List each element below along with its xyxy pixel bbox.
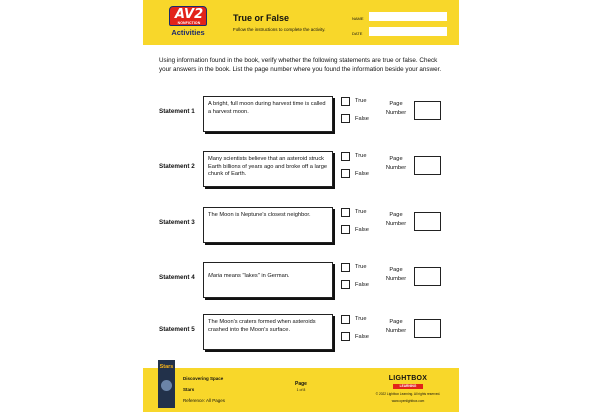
logo-subtext: NONFICTION [177,21,201,25]
book-reference: Reference: All Pages [183,398,226,403]
page-number-field[interactable] [414,156,441,175]
false-label: False [355,171,369,177]
av2-logo [165,6,211,40]
website-url: www.openlightbox.com [391,399,425,403]
statement-text: A bright, full moon during harvest time is called a harvest moon. [203,96,333,132]
false-checkbox[interactable] [341,280,350,289]
page-number-field[interactable] [414,267,441,286]
statement-row [159,207,451,247]
date-label: DATE [352,31,363,36]
page-number-label: Page Number [385,319,407,334]
statement-row [159,262,451,302]
statement-text: Many scientists believe that an asteroid struck Earth billions of years ago and broke off a large chunk of Earth. [203,151,333,187]
statement-italic-word: Maria [208,273,223,279]
statement-label: Statement 3 [159,219,195,226]
page-number-field[interactable] [414,212,441,231]
copyright-text: © 2022 Lightbox Learning. All rights reserved. [375,392,441,396]
logo-text: AV2 [174,7,204,22]
book-cover-title: Stars [159,364,174,370]
statement-text: The Moon is Neptune's closest neighbor. [203,207,333,243]
logo-label: Activities [171,28,205,37]
true-label: True [355,209,367,215]
intro-text: Using information found in the book, verify whether the following statements are true or false. Check your answers in the book. List the page number where you found the information beside your answer. [159,57,442,73]
true-checkbox[interactable] [341,97,350,106]
false-label: False [355,334,369,340]
statement-text [203,262,333,298]
statement-row [159,96,451,136]
page-number-field[interactable] [414,319,441,338]
true-checkbox[interactable] [341,263,350,272]
true-label: True [355,316,367,322]
true-checkbox[interactable] [341,315,350,324]
false-label: False [355,282,369,288]
name-field[interactable] [369,12,447,21]
true-label: True [355,153,367,159]
statement-text: The Moon's craters formed when asteroids crashed into the Moon's surface. [203,314,333,350]
name-label: NAME [352,16,364,21]
statement-text-rest: means "lakes" in German. [222,273,290,279]
false-label: False [355,227,369,233]
statement-label: Statement 2 [159,163,195,170]
book-series: Discovering Space [183,376,224,381]
page-footer [143,364,459,412]
statement-label: Statement 1 [159,108,195,115]
statement-row [159,314,451,354]
false-checkbox[interactable] [341,225,350,234]
planet-icon [161,380,172,391]
statement-label: Statement 4 [159,274,195,281]
page-number-label: Page Number [385,101,407,116]
page-number-label: Page Number [385,156,407,171]
lightbox-logo: LIGHTBOX [388,375,428,382]
page-number: 1 of 8 [296,388,306,392]
book-cover [158,360,175,408]
book-title: Stars [183,387,195,392]
true-checkbox[interactable] [341,152,350,161]
false-checkbox[interactable] [341,169,350,178]
false-checkbox[interactable] [341,114,350,123]
page-title: True or False [233,13,290,23]
statement-label: Statement 5 [159,326,195,333]
page-label: Page [295,381,307,387]
logo-badge [169,6,207,26]
true-label: True [355,98,367,104]
activity-page [143,0,459,412]
page-number-label: Page Number [385,267,407,282]
page-header [143,0,459,45]
true-checkbox[interactable] [341,208,350,217]
page-instructions: Follow the instructions to complete the activity. [233,27,326,32]
lightbox-learning-badge: LEARNING [393,384,423,389]
false-label: False [355,116,369,122]
page-number-label: Page Number [385,212,407,227]
true-label: True [355,264,367,270]
statement-row [159,151,451,191]
date-field[interactable] [369,27,447,36]
false-checkbox[interactable] [341,332,350,341]
page-number-field[interactable] [414,101,441,120]
